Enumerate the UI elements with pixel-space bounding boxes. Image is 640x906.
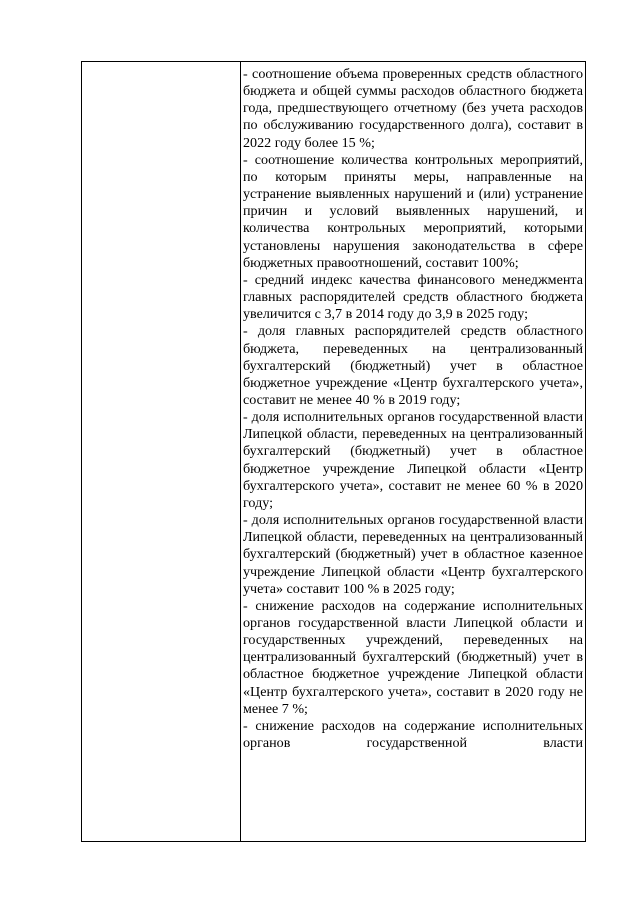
indicator-paragraph: - доля исполнительных органов государственной власти Липецкой области, переведенных на централизованный бухгалтерский (бюджетный) учет в областное казенное учреждение Липецкой области «Центр бухгалтерского учета» составит 100 % в 2025 году;	[243, 512, 583, 597]
indicator-paragraph: - снижение расходов на содержание исполнительных органов государственной власти Липецкой области и государственных учреждений, переведенных на централизованный бухгалтерский (бюджетный) учет в областное бюджетное учреждение Липецкой области «Центр бухгалтерского учета», составит в 2020 году не менее 7 %;	[243, 597, 583, 717]
indicator-paragraph: - средний индекс качества финансового менеджмента главных распорядителей средств областного бюджета увеличится с 3,7 в 2014 году до 3,9 в 2025 году;	[243, 271, 583, 323]
indicator-paragraph: - доля исполнительных органов государственной власти Липецкой области, переведенных на централизованный бухгалтерский (бюджетный) учет в областное бюджетное учреждение Липецкой области «Центр бухгалтерского учета», составит не менее 60 % в 2020 году;	[243, 409, 583, 511]
indicator-paragraph: - соотношение объема проверенных средств областного бюджета и общей суммы расходов областного бюджета года, предшествующего отчетному (без учета расходов по обслуживанию государственного долга), составит в 2022 году более 15 %;	[243, 66, 583, 151]
indicator-paragraph: - доля главных распорядителей средств областного бюджета, переведенных на централизованный бухгалтерский (бюджетный) учет в областное бюджетное учреждение «Центр бухгалтерского учета», составит не менее 40 % в 2019 году;	[243, 323, 583, 408]
table-right-column	[241, 62, 585, 841]
indicator-paragraph: - соотношение количества контрольных мероприятий, по которым приняты меры, направленные на устранение выявленных нарушений и (или) устранение причин и условий выявленных нарушений, и количества контрольных мероприятий, которыми установлены нарушения законодательства в сфере бюджетных правоотношений, составит 100%;	[243, 151, 583, 271]
indicator-paragraph: - снижение расходов на содержание исполнительных органов государственной власти	[243, 717, 583, 752]
document-table	[81, 61, 586, 842]
table-left-column	[82, 62, 241, 841]
